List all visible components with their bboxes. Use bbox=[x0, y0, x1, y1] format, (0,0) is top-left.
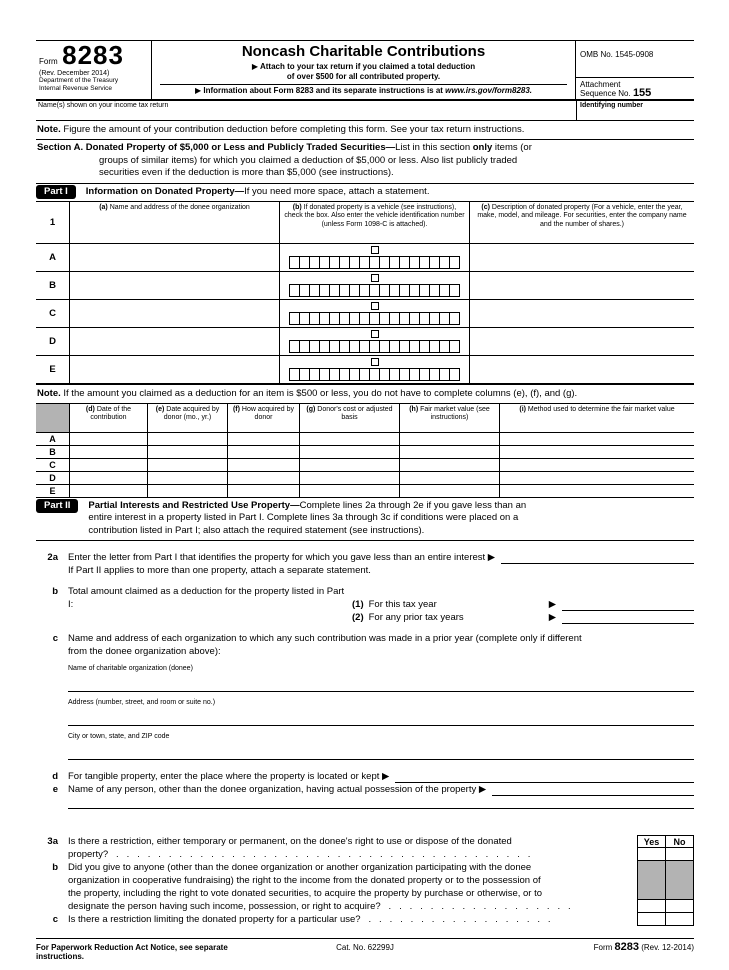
line-2d-text: For tangible property, enter the place where the property is located or kept ▶ bbox=[68, 770, 390, 782]
vin-character-box[interactable] bbox=[449, 256, 460, 269]
col-e-header: (e) Date acquired by donor (mo., yr.) bbox=[148, 404, 228, 433]
col-h-header: (h) Fair market value (see instructions) bbox=[400, 404, 500, 433]
letter-column-header bbox=[36, 404, 70, 433]
part1-badge: Part I bbox=[36, 185, 76, 199]
identifying-number-field[interactable] bbox=[576, 101, 694, 120]
col-a-header: (a) Name and address of the donee organization bbox=[70, 202, 280, 244]
vehicle-cell bbox=[280, 272, 470, 300]
method-cell[interactable] bbox=[500, 446, 694, 459]
org-address-field[interactable] bbox=[68, 709, 694, 726]
form-title: Noncash Charitable Contributions bbox=[241, 43, 486, 60]
note-1: Note. Figure the amount of your contribution deduction before completing this form. See your tax return instructions. bbox=[36, 121, 694, 140]
method-cell[interactable] bbox=[500, 485, 694, 498]
vehicle-cell bbox=[280, 356, 470, 384]
line-2d-number: d bbox=[52, 770, 58, 782]
form-header bbox=[36, 40, 694, 101]
org-name-label: Name of charitable organization (donee) bbox=[68, 664, 193, 672]
attachment-label: Attachment bbox=[580, 80, 621, 89]
row-letter: E bbox=[36, 356, 70, 384]
attachment-sequence bbox=[576, 78, 694, 99]
line-2a-entry[interactable] bbox=[501, 553, 694, 564]
date-acquired-cell[interactable] bbox=[148, 485, 228, 498]
question-3-block bbox=[36, 835, 694, 926]
part2-badge: Part II bbox=[36, 499, 78, 513]
org-city-field[interactable] bbox=[68, 743, 694, 760]
vin-boxes[interactable] bbox=[289, 340, 460, 353]
sequence-label: Sequence No. bbox=[580, 89, 631, 98]
col-g-header: (g) Donor's cost or adjusted basis bbox=[300, 404, 400, 433]
fair-market-value-cell[interactable] bbox=[400, 459, 500, 472]
col-d-header: (d) Date of the contribution bbox=[70, 404, 148, 433]
vehicle-cell bbox=[280, 244, 470, 272]
note-2: Note. If the amount you claimed as a deduction for an item is $500 or less, you do not have to complete columns (e), (f), and (g). bbox=[36, 385, 694, 404]
vehicle-checkbox[interactable] bbox=[371, 246, 379, 254]
col-c-header: (c) Description of donated property (For a vehicle, enter the year, make, model, and mileage. For securities, enter the company name and the number of shares.) bbox=[470, 202, 694, 244]
department-label: Department of the Treasury bbox=[39, 77, 119, 84]
line-2b1-entry[interactable] bbox=[562, 600, 694, 611]
info-prefix: ▶ Information about Form 8283 and its separate instructions is at bbox=[194, 86, 446, 95]
catalog-number: Cat. No. 62299J bbox=[336, 942, 394, 952]
arrow-icon: ▶ bbox=[548, 611, 556, 623]
part1-bar bbox=[36, 184, 694, 202]
attach-line-1: ▶ Attach to your tax return if you claimed a total deduction bbox=[251, 62, 476, 71]
vehicle-cell bbox=[280, 328, 470, 356]
fair-market-value-cell[interactable] bbox=[400, 485, 500, 498]
form-identity-block bbox=[36, 41, 152, 99]
how-acquired-cell[interactable] bbox=[228, 472, 300, 485]
line-2c-number: c bbox=[52, 632, 58, 644]
q3b-no-cell[interactable] bbox=[665, 900, 694, 913]
date-contribution-cell[interactable] bbox=[70, 485, 148, 498]
line-3b-text-1: Did you give to anyone (other than the donee organization or another organization participating with the donee bbox=[68, 861, 532, 873]
identifying-number-label: Identifying number bbox=[580, 102, 643, 109]
paperwork-notice: For Paperwork Reduction Act Notice, see separate instructions. bbox=[36, 942, 228, 961]
fair-market-value-cell[interactable] bbox=[400, 446, 500, 459]
row-letter: E bbox=[36, 485, 70, 498]
vin-character-box[interactable] bbox=[449, 312, 460, 325]
vehicle-checkbox[interactable] bbox=[371, 358, 379, 366]
fair-market-value-cell[interactable] bbox=[400, 472, 500, 485]
donor-cost-cell[interactable] bbox=[300, 472, 400, 485]
method-cell[interactable] bbox=[500, 433, 694, 446]
part2-heading-line-3: contribution listed in Part I; also attach the required statement (see instructions). bbox=[88, 524, 425, 536]
line-3b-number: b bbox=[52, 861, 58, 873]
vehicle-checkbox[interactable] bbox=[371, 274, 379, 282]
vin-boxes[interactable] bbox=[289, 312, 460, 325]
line-2c-text-1: Name and address of each organization to which any such contribution was made in a prior year (complete only if different bbox=[68, 632, 582, 644]
donor-cost-cell[interactable] bbox=[300, 459, 400, 472]
date-acquired-cell[interactable] bbox=[148, 433, 228, 446]
row-letter: B bbox=[36, 446, 70, 459]
donee-name-cell[interactable] bbox=[70, 356, 280, 384]
vin-character-box[interactable] bbox=[449, 368, 460, 381]
line-2e-entry[interactable] bbox=[492, 785, 694, 796]
line-2d-entry[interactable] bbox=[395, 772, 694, 783]
attach-instruction bbox=[158, 62, 569, 82]
donee-name-cell[interactable] bbox=[70, 272, 280, 300]
info-instruction bbox=[158, 86, 569, 96]
yes-column-header: Yes bbox=[637, 835, 665, 848]
line-2b bbox=[36, 585, 694, 624]
line-1-number: 1 bbox=[36, 202, 70, 244]
form-footer bbox=[36, 938, 694, 961]
method-cell[interactable] bbox=[500, 472, 694, 485]
omb-block bbox=[576, 41, 694, 99]
line-3b-text-3: the property, including the right to vote donated securities, to acquire the property by purchase or otherwise, or to bbox=[68, 887, 543, 899]
irs-label: Internal Revenue Service bbox=[39, 85, 112, 92]
vin-boxes[interactable] bbox=[289, 368, 460, 381]
shaded-cell bbox=[637, 861, 665, 874]
line-3b-text-2: organization in cooperative fundraising) the right to the income from the donated property or to the possession of bbox=[68, 874, 541, 886]
arrow-icon: ▶ bbox=[548, 598, 556, 610]
vehicle-checkbox[interactable] bbox=[371, 302, 379, 310]
line-2b-item-2: (2) For any prior tax years ▶ bbox=[352, 611, 556, 623]
form-revision: (Rev. December 2014) bbox=[39, 70, 110, 77]
col-b-header: (b) If donated property is a vehicle (see instructions), check the box. Also enter the vehicle identification number (unless Form 1098-C is attached). bbox=[280, 202, 470, 244]
form-title-block bbox=[152, 41, 576, 99]
org-address-label: Address (number, street, and room or suite no.) bbox=[68, 698, 216, 706]
q3c-yes-cell[interactable] bbox=[637, 913, 665, 926]
date-acquired-cell[interactable] bbox=[148, 459, 228, 472]
row-letter: D bbox=[36, 328, 70, 356]
q3b-yes-cell[interactable] bbox=[637, 900, 665, 913]
col-i-header: (i) Method used to determine the fair market value bbox=[500, 404, 694, 433]
date-contribution-cell[interactable] bbox=[70, 433, 148, 446]
shaded-cell bbox=[665, 861, 694, 874]
line-2b-item-1: (1) For this tax year ▶ bbox=[352, 598, 556, 610]
line-2a-note: If Part II applies to more than one property, attach a separate statement. bbox=[68, 564, 371, 576]
taxpayer-name-label: Name(s) shown on your income tax return bbox=[38, 102, 169, 109]
how-acquired-cell[interactable] bbox=[228, 459, 300, 472]
date-contribution-cell[interactable] bbox=[70, 472, 148, 485]
footer-form-id: Form 8283 (Rev. 12-2014) bbox=[593, 940, 694, 953]
line-2a bbox=[36, 551, 694, 577]
part2-heading: Partial Interests and Restricted Use Property—Complete lines 2a through 2e if you gave less than an entire interest in a property listed in Part I. Complete lines 3a through 3c if conditions were placed on a contribution listed in Part I; also attach the required statement (see instructions). bbox=[88, 499, 694, 538]
section-a-line-3: securities even if the deduction is more than $5,000 (see instructions). bbox=[99, 167, 394, 179]
line-2e-entry-continued[interactable] bbox=[68, 796, 694, 809]
row-letter: A bbox=[36, 433, 70, 446]
donee-name-cell[interactable] bbox=[70, 328, 280, 356]
vehicle-cell bbox=[280, 300, 470, 328]
col-f-header: (f) How acquired by donor bbox=[228, 404, 300, 433]
irs-url: www.irs.gov/form8283. bbox=[445, 86, 533, 95]
org-name-field[interactable] bbox=[68, 675, 694, 692]
description-cell[interactable] bbox=[470, 300, 694, 328]
part2-heading-line-2: entire interest in a property listed in Part I. Complete lines 3a through 3c if conditions were placed on a bbox=[88, 512, 519, 524]
how-acquired-cell[interactable] bbox=[228, 446, 300, 459]
omb-number: OMB No. 1545-0908 bbox=[576, 41, 694, 78]
shaded-cell bbox=[665, 874, 694, 887]
line-2b-number: b bbox=[52, 585, 58, 597]
date-contribution-cell[interactable] bbox=[70, 459, 148, 472]
shaded-cell bbox=[637, 874, 665, 887]
part1-table bbox=[36, 202, 694, 385]
row-letter: B bbox=[36, 272, 70, 300]
line-2d bbox=[36, 770, 694, 783]
line-2a-number: 2a bbox=[47, 551, 58, 563]
part1-table-2 bbox=[36, 404, 694, 498]
shaded-cell bbox=[637, 887, 665, 900]
fair-market-value-cell[interactable] bbox=[400, 433, 500, 446]
q3c-no-cell[interactable] bbox=[665, 913, 694, 926]
attach-line-2: of over $500 for all contributed property. bbox=[286, 72, 441, 81]
vin-character-box[interactable] bbox=[449, 284, 460, 297]
org-city-label: City or town, state, and ZIP code bbox=[68, 732, 170, 740]
form-number: 8283 bbox=[62, 40, 124, 70]
line-3a-text-2: property? . . . . . . . . . . . . . . . . . . . . . . . . . . . . . . . . . . . . . . . . bbox=[68, 848, 531, 860]
line-2e bbox=[36, 783, 694, 809]
vin-boxes[interactable] bbox=[289, 284, 460, 297]
line-2e-number: e bbox=[52, 783, 58, 795]
line-2c-text-2: from the donee organization above): bbox=[68, 645, 221, 657]
line-2e-text: Name of any person, other than the donee organization, having actual possession of the property ▶ bbox=[68, 783, 487, 795]
donor-cost-cell[interactable] bbox=[300, 485, 400, 498]
line-3a-number: 3a bbox=[47, 835, 58, 847]
date-acquired-cell[interactable] bbox=[148, 472, 228, 485]
section-a-heading: Section A. Donated Property of $5,000 or Less and Publicly Traded Securities—List in this section only items (or groups of similar items) for which you claimed a deduction of $5,000 or less. Also list publicly traded securities even if the deduction is more than $5,000 (see instructions). bbox=[36, 140, 694, 184]
row-letter: A bbox=[36, 244, 70, 272]
line-3c-number: c bbox=[52, 913, 58, 925]
vehicle-checkbox[interactable] bbox=[371, 330, 379, 338]
row-letter: C bbox=[36, 300, 70, 328]
line-3c-text: Is there a restriction limiting the donated property for a particular use? . . . . . . . . . . . . . . . . . . bbox=[68, 913, 551, 925]
row-letter: D bbox=[36, 472, 70, 485]
donee-name-cell[interactable] bbox=[70, 300, 280, 328]
line-2b-text: Total amount claimed as a deduction for the property listed in Part I: bbox=[68, 585, 345, 610]
row-letter: C bbox=[36, 459, 70, 472]
form-word: Form bbox=[39, 57, 58, 66]
line-3b-text-4: designate the person having such income, possession, or right to acquire? . . . . . . . . . . . . . . . . . . bbox=[68, 900, 571, 912]
vin-character-box[interactable] bbox=[449, 340, 460, 353]
line-2a-text: Enter the letter from Part I that identifies the property for which you gave less than an entire interest ▶ bbox=[68, 551, 496, 563]
how-acquired-cell[interactable] bbox=[228, 485, 300, 498]
method-cell[interactable] bbox=[500, 459, 694, 472]
part1-heading: Information on Donated Property—If you need more space, attach a statement. bbox=[85, 185, 430, 197]
line-2c bbox=[36, 632, 694, 760]
donor-cost-cell[interactable] bbox=[300, 433, 400, 446]
description-cell[interactable] bbox=[470, 356, 694, 384]
date-contribution-cell[interactable] bbox=[70, 446, 148, 459]
how-acquired-cell[interactable] bbox=[228, 433, 300, 446]
vin-boxes[interactable] bbox=[289, 256, 460, 269]
section-a-line-2: groups of similar items) for which you claimed a deduction of $5,000 or less. Also list publicly traded bbox=[99, 154, 518, 166]
part2-bar bbox=[36, 498, 694, 541]
date-acquired-cell[interactable] bbox=[148, 446, 228, 459]
description-cell[interactable] bbox=[470, 328, 694, 356]
description-cell[interactable] bbox=[470, 244, 694, 272]
line-2b2-entry[interactable] bbox=[562, 613, 694, 624]
header-divider bbox=[160, 84, 567, 85]
q3a-no-cell[interactable] bbox=[665, 848, 694, 861]
line-3a-text-1: Is there a restriction, either temporary or permanent, on the donee's right to use or dispose of the donated bbox=[68, 835, 512, 847]
form-body bbox=[36, 40, 694, 961]
donee-name-cell[interactable] bbox=[70, 244, 280, 272]
taxpayer-name-field[interactable] bbox=[36, 101, 576, 120]
q3a-yes-cell[interactable] bbox=[637, 848, 665, 861]
donor-cost-cell[interactable] bbox=[300, 446, 400, 459]
description-cell[interactable] bbox=[470, 272, 694, 300]
sequence-number: 155 bbox=[632, 87, 652, 99]
shaded-cell bbox=[665, 887, 694, 900]
no-column-header: No bbox=[665, 835, 694, 848]
taxpayer-row bbox=[36, 101, 694, 121]
